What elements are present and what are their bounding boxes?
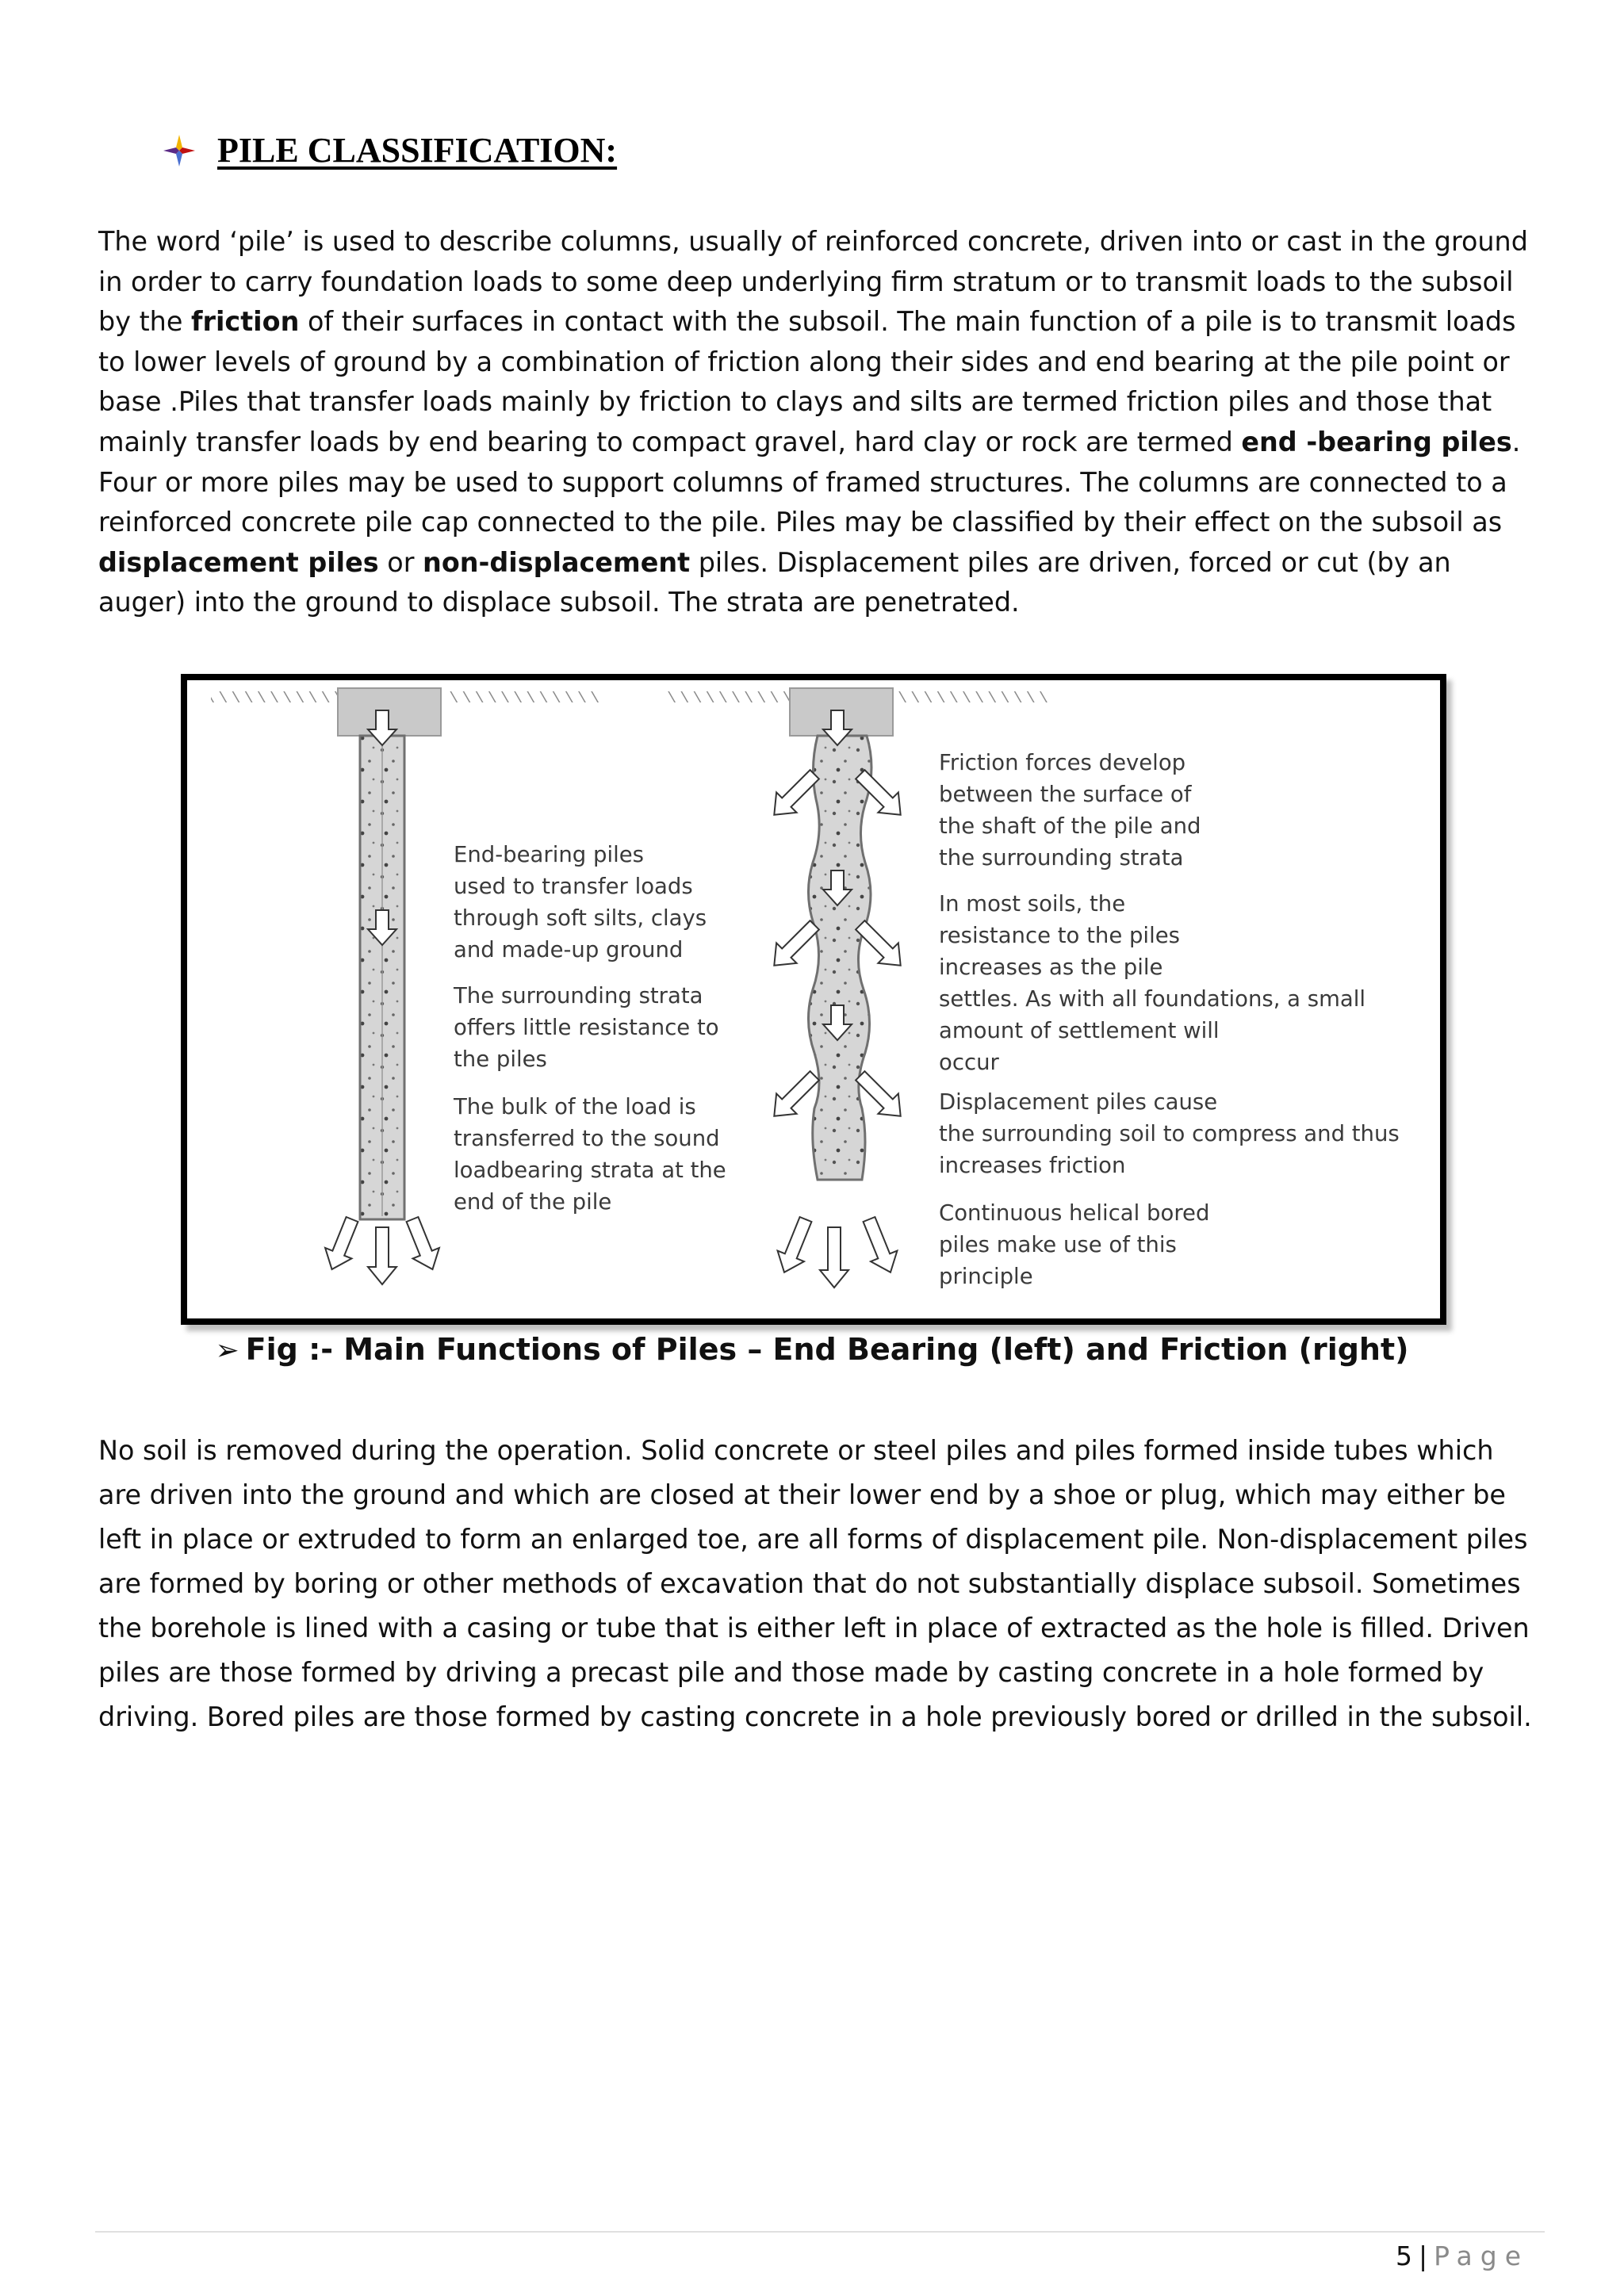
label-displacement-piles: Displacement piles cause the surrounding soil to compress and thus increases friction bbox=[939, 1089, 1400, 1178]
intro-bold-end-bearing: end -bearing piles bbox=[1241, 426, 1512, 457]
figure-caption bbox=[0, 1332, 1624, 1367]
footer-divider bbox=[95, 2231, 1545, 2233]
page-footer bbox=[1396, 2241, 1529, 2271]
body-paragraph: No soil is removed during the operation. Solid concrete or steel piles and piles formed inside tubes which are driven into the ground and which are closed at their lower end by a shoe or plug, which may either be left in place or extruded to form an enlarged toe, are all forms of displacement pile. Non-displacement piles are formed by boring or other methods of excavation that do not substantially displace subsoil. Sometimes the borehole is lined with a casing or tube that is either left in place of extracted as the hole is filled. Driven piles are those formed by driving a precast pile and those made by casting concrete in a hole formed by driving. Bored piles are those formed by casting concrete in a hole previously bored or drilled in the subsoil. bbox=[98, 1435, 1532, 1732]
figure-caption-text: Fig :- Main Functions of Piles – End Bearing (left) and Friction (right) bbox=[245, 1332, 1409, 1367]
intro-bold-non-displacement: non-displacement bbox=[423, 546, 691, 578]
footer-separator: | bbox=[1418, 2241, 1428, 2271]
label-friction-forces: Friction forces develop between the surface of the shaft of the pile and the surrounding strata bbox=[939, 750, 1201, 871]
four-point-star-bullet-icon bbox=[162, 133, 197, 168]
intro-text-1: The word ‘pile’ is used to describe columns, usually of reinforced concrete, driven into or cast in the ground in order to carry foundation loads to some deep underlying firm stratum or to transmit loads to the subsoil by the bbox=[98, 226, 1528, 338]
end-bearing-pile bbox=[319, 688, 446, 1284]
section-heading bbox=[162, 130, 617, 170]
label-helical-bored: Continuous helical bored piles make use of this principle bbox=[939, 1200, 1210, 1289]
intro-bold-displacement: displacement piles bbox=[98, 546, 379, 578]
page-title: PILE CLASSIFICATION: bbox=[217, 131, 618, 170]
label-surrounding-strata: The surrounding strata offers little resistance to the piles bbox=[454, 983, 719, 1072]
intro-bold-friction: friction bbox=[190, 306, 300, 338]
arrow-bullet-icon: ➢ bbox=[215, 1334, 239, 1367]
label-bulk-of-load: The bulk of the load is transferred to the sound loadbearing strata at the end of the pile bbox=[454, 1094, 726, 1215]
intro-text-4: or bbox=[378, 546, 423, 578]
intro-text-3: . Four or more piles may be used to support columns of framed structures. The columns are connected to a reinforced concrete pile cap connected to the pile. Piles may be classified by their effect on the subsoil as bbox=[98, 426, 1521, 538]
pile-functions-figure bbox=[181, 674, 1446, 1325]
intro-text-2: of their surfaces in contact with the subsoil. The main function of a pile is to transmit loads to lower levels of ground by a combination of friction along their sides and end bearing at the pile point or base .Piles that transfer loads mainly by friction to clays and silts are termed friction piles and those that mainly transfer loads by end bearing to compact gravel, hard clay or rock are termed bbox=[98, 306, 1516, 457]
page-number: 5 bbox=[1395, 2241, 1412, 2271]
label-end-bearing: End-bearing piles used to transfer loads through soft silts, clays and made-up ground bbox=[454, 842, 707, 962]
intro-text-5: piles. Displacement piles are driven, forced or cut (by an auger) into the ground to displace subsoil. The strata are penetrated. bbox=[98, 546, 1451, 618]
intro-paragraph bbox=[98, 222, 1542, 623]
friction-pile bbox=[764, 688, 911, 1288]
label-most-soils: In most soils, the resistance to the piles increases as the pile settles. As with all foundations, a small amount of settlement will occur bbox=[939, 891, 1366, 1075]
page-word: Page bbox=[1434, 2241, 1529, 2271]
